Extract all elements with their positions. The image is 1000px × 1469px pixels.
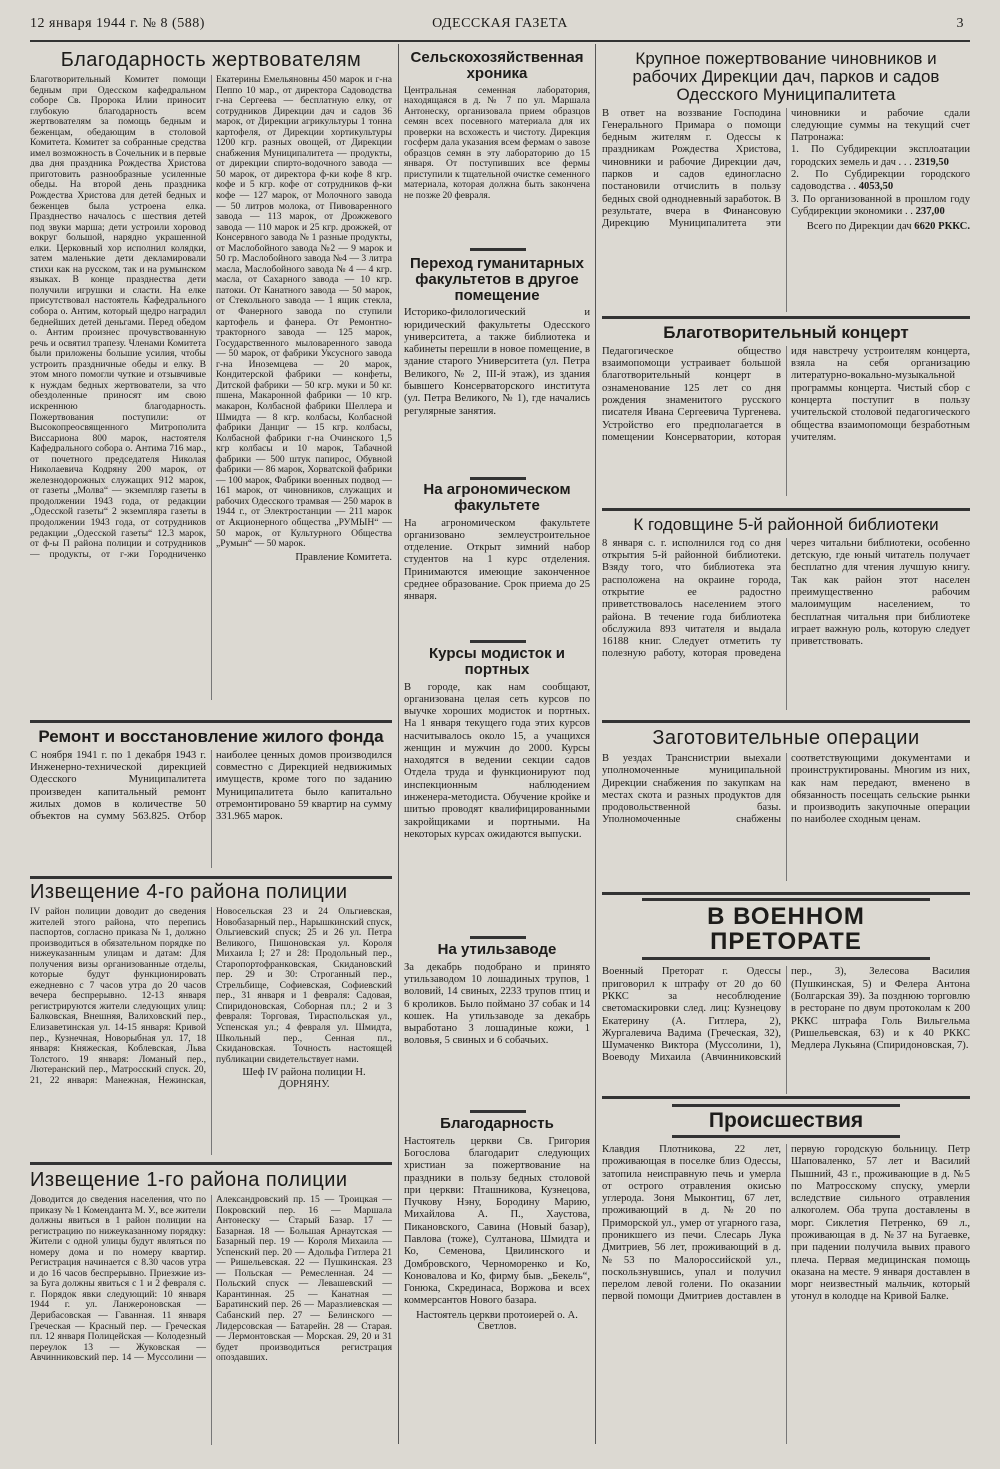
article-body: Клавдия Плотникова, 22 лет, проживающая в поселке близ Одессы, затопила неисправную печь и умерла от острого отравления окисью углерода. Зоня Мыконтиц, 67 лет, проживающий в д. №20 по Приморской ул., умер от угарного газа, проникшего из печи. Слесарь Лука Дмитриев, 56 лет, проживающий в д. №53 по Малороссийской ул., поскользнувшись, упал и получил перелом левой голени. По оказании первой помощи Дмитриев доставлен в первую городскую больницу. Петр Шаповаленко, 57 лет и Василий Пышний, 43 г., проживающие в д. №5 по Матросскому спуску, умерли вследствие сильного отравления алкоголем. Оба трупа доставлены в морг. Сиклетия Петренко, 69 л., проживающая в д. №37 на Бугаевке, при падении получила вывих правого плеча. Первая медицинская помощь оказана на месте. 9 января доставлен в морг неизвестный мальчик, который утонул в колодце на Кривой Балке. — [602, 1144, 970, 1303]
section-separator — [30, 1162, 392, 1165]
headline: Курсы модисток и портных — [429, 646, 565, 678]
section-separator — [602, 1096, 970, 1099]
donation-line: 1. По Субдирекции эксплоатации городских земель и дач . . . 2319,50 — [791, 144, 970, 168]
article-body — [602, 108, 970, 312]
article-body: С ноября 1941 г. по 1 декабря 1943 г. Инженерно-технической дирекцией Одесского Муниципалитета произведен капитальный ремонт жилых домов в количестве 50 объектов на сумму 563.825. Отбор наиболее ценных домов производился совместно с Дирекцией недвижимых имуществ, кроме того по заданию Муниципалитета было капитально отремонтировано 59 квартир на сумму 331.965 марок. — [30, 749, 392, 823]
section-separator — [602, 720, 970, 723]
headline: К годовщине 5-й районной библиотеки — [633, 516, 939, 534]
section-separator — [470, 477, 526, 480]
headline: Происшествия — [708, 1109, 864, 1132]
headline: Заготовительные операции — [652, 728, 920, 749]
headline-box — [672, 1104, 900, 1138]
donation-line: 3. По организованной в прошлом году Субдирекции экономики . . 237,00 — [791, 193, 970, 217]
article-library — [602, 516, 970, 716]
section-separator — [470, 640, 526, 643]
signature: Настоятель церкви протоиерей о. А. Светлов. — [416, 1309, 578, 1332]
article-humanities — [404, 256, 590, 476]
article-church-thanks — [404, 1116, 590, 1450]
section-separator — [470, 1110, 526, 1113]
section-separator — [470, 936, 526, 939]
article-body — [30, 75, 392, 700]
signature: Шеф IV района полиции Н. ДОРНЯНУ. — [242, 1067, 366, 1090]
article-body: 8 января с. г. исполнился год со дня открытия 5-й районной библиотеки. Взяду того, что библиотека эта расположена на окраине города, открытие ее радостно приветствовалось населением этого района. В течение года библиотека обслужила 893 читателя и выдала 16188 книг. Следует отметить ту полезную работу, которая проведена через читальни библиотеки, особенно детскую, где юный читатель получает бесплатно для чтения лучшую книгу. Так как район этот населен преимущественно рабочим малоимущим населением, то бесплатная читальня при библиотеке играет важную роль, которую следует приветствовать. — [602, 537, 970, 660]
body-text: Благотворительный Комитет помощи бедным при Одесском кафедральном соборе Св. Пророка Илии приносит глубокую благодарность всем жертвователям за помощь бедным и беженцам, обедающим в столовой Комитета. Комитет за собранные средства имел возможность в Сочельник и в первые два дня праздника Рождества Христова приготовить разнообразные усиленные обеды. На второй день праздника Рождества Христова для детей бедных и беженцев была устроена елка. Празднество началось с шествия детей под звуки марша; дети устроили хоровод вокруг большой, нарядно украшенной елки. Церковный хор исполнил колядки, затем маленькие дети декламировали стихи как на русском, так и на румынском языках. В конце празднества дети получили игрушки и сласти. На елке присутствовал настоятель Кафедрального собора о. Антим, который щедро наградил беднейших детей деньгами. Перед обедом о. Антим произнес прочувствованную речь и освятил трапезу. Членами Комитета были приложены большие усилия, чтобы устроить праздничные обеды и елку. В этом много помогли чуткие и отзывчивые к нуждам бедных жертвователи, за что обездоленные приносят им свою искреннюю благодарность. Пожертвования поступили: от Высокопреосвященного Митрополита Виссариона 800 марок, настоятеля Кафедрального собора о. Антима 716 мар., от почетного председателя Николая Николаевича Кодряну 200 марок, от железнодорожных служащих 912 марок, от газеты „Молва“ — экземпляр газеты в продолжении 1943 года, от редакции „Одесской газеты“ 2 экземпляра газеты в продолжении 1943 года, от сотрудников редакции „Одесской газеты“ 12.3 марок, от ф-ы П районa полиции и сотрудников — продукты, от г-жи Городниченко Екатерины Емельяновны 450 марок и г-на Пеппо 10 мар., от директора Садоводства г-на Сергеева — бесплатную елку, от сотрудников Дирекции дач и садов 36 марок, от Дирекции агрикультуры 1 тонна картофеля, от Дирекции хортикультуры 1200 кгр. разных овощей, от Дирекции снабжения Муниципалитета — продукты, от дирекции спирто-водочного завода — 50 марок, от директора ф-ки кофе 8 кгр. кофе и 5 кгр. кофе от сотрудников ф-ки кофе — 127 марок, от Молочного завода — 50 литров молока, от Пивоваренного завода — 113 марок, от Дрожжевого завода — 110 марок и 25 кгр. дрожжей, от Консервного завода № 1 разные продукты, от Маслобойного завода №2 — 9 марок и 50 гр. Маслобойного завода №4 — 3 литра масла, Маслобойного завода № 4 — 4 кгр. масла, от Сахарного завода — 10 кгр. патоки. От Канатного завода — 50 марок, от Стекольного завода — 1 ящик стекла, от Фанерного завода по ступили картофель и фанера. От Ремонтно-тракторного завода — 125 марок, Государственного мыловаренного завода — 50 марок, от фабрики Уксусного завода г-на Иноземцева — 20 марок, Кондитерской фабрики — конфеты, Дитской фабрики — 50 кгр. муки и 50 кг. пшена, Макаронной фабрики — 10 кгр. макарон, Колбасной фабрики Шеллера и Шмидта — 8 кгр. колбасы, Колбасной фабрики Данциг — 15 кгр. колбасы, Колбасной фабрики г-на Очинского 1,5 кгр колбасы и 10 марок, Табачной фабрики — 500 штук папирос, Обувной фабрики — 86 марок, Хорватской фабрики — 100 марок, Фабрики военных подвод — 161 марок, от чиновников, служащих и рабочих Одесского трамвая — 250 марок в 1944 г., от Электростанции — 211 марок от Акционерного общества „РУМЫН“ — 50 марок, от Культурного Общества „Румын“ — 50 марок. — [30, 74, 392, 560]
headline: Благодарность жертвователям — [60, 50, 362, 71]
headline: Ремонт и восстановление жилого фонда — [38, 728, 384, 746]
masthead-rule — [30, 40, 970, 42]
headline: На агрономическом факультете — [423, 482, 571, 514]
article-police-4 — [30, 882, 392, 1160]
headline: Сельскохозяйственная хроника — [410, 50, 584, 82]
section-separator — [30, 720, 392, 723]
article-body: Настоятель церкви Св. Григория Богослова благодарит следующих христиан за пожертвование на праздники в пользу бедных столовой при церкви: Пташникова, Кузнецова, Пучкову Нэну, Бородину Марию, Михайлова А. П., Хаустова, Пикановского, Савина (Новый базар), Павлова (тоже), Султанова, Шмидта и Ко, Семенова, Цвилинского и Домбровского, Черноморенко и Ко, Коновалова и Ко, фирму быв. „Бекель“, Гонюка, Скрединаса, Воржова и всех коммерсантов Нового базара. — [404, 1135, 590, 1307]
article-body: Центральная семенная лаборатория, находящаяся в д. № 7 по ул. Маршала Антонеску, организовала прием образцов семян всех посевного материала для их проверки на всхожесть и чистоту. Дирекция госферм дала указания всем фермам о завозе образцов семян в эту лабораторию до 15 января. От поступивших все фермы приступили к тщательной очистке семенного материала, которая должна быть закончена не позже 20 февраля. — [404, 84, 590, 201]
article-police-1 — [30, 1170, 392, 1450]
body-text: IV район полиции доводит до сведения жителей этого района, что перепись паспортов, согласно приказа № 1, должно производиться в обязательном порядке по нижеуказанным улицам и датам: Для получения визы организованные отделы, которые будут функционировать ежедневно с 7 часов утра до 20 часов вечера беспрерывно. 12-13 января регистрируются жители следующих улиц: Балковская, Внешняя, Валиховский пер., Елизаветинская ул. 14-15 января: Кривой пер., Кузнечная, Новорыбная ул. 17, 18 января: Княжеская, Коблевская, Льва Толстого. 19 января: Ломаный пер., Лютеранский пер., Матросский спуск. 20, 21, 22 января: Манежная, Нежинская, Новосельская 23 и 24 Ольгиевская, Новобазарный пер., Нарышкинский спуск, Ольгиевский спуск; 25 и 26 ул. Петра Великого, Пишоновская ул. Короля Михаила I; 27 и 28: Продольный пер., Старопортофранковская, Скидановский пер. 29 и 30: Строганный пер., Стрельбище, Софиевская, Софиевский пер., 31 января и 1 февраля: Садовая, Спиридоновская, Соборная пл.; 2 и 3 февраля: Торговая, Тираспольская ул., Успенская ул.; 4 февраля ул. Шмидта, Школьный пер., Сенная пл., Скидановская. Точность настоящей публикации свидетельствует нами. — [30, 906, 392, 1086]
headline: Извещение 1-го района полиции — [30, 1170, 348, 1191]
section-separator — [30, 876, 392, 879]
donation-line: 2. По Субдирекции городского садоводства . . 4053,50 — [791, 168, 970, 193]
article-body: В уездах Транснистрии выехали уполномоченные муниципальной Дирекции снабжения по закупкам на местах скота и разных продуктов для продовольственной базы. Уполномоченные снабжены соответствующими документами и проинструктированы. Многим из них, как нам передают, вменено в обязанность посещать сельские рынки и производить закупочные операции по наиболее сходным ценам. — [602, 753, 970, 826]
section-separator — [602, 892, 970, 895]
article-procurement — [602, 728, 970, 888]
headline: Благотворительный концерт — [663, 324, 909, 342]
article-body — [30, 907, 392, 1155]
article-body: Военный Преторат г. Одессы приговорил к штрафу от 20 до 60 РККС за несоблюдение светомаскировки след. лиц: Кузнецову Екатерину (А. Гитлера, 2), Жургалевича Вадима (Греческая, 32), Шумаченко Виктора (Муссолини, 1), Воеводу Михаила (Авчинниковский пер., 3), Зелесова Василия (Пушкинская, 5) и Фелера Антона (Болгарская 39). За позднюю торговлю в ресторане по двум протоколам к 200 РККС штрафа Голь Вильгельма (Ришельевская, 63) и к 40 РККС Медлера Лукьяна (Спиридоновская, 7). — [602, 966, 970, 1064]
article-charity-concert — [602, 324, 970, 504]
article-body: Доводится до сведения населения, что по приказу № 1 Коменданта М. У., все жители должны явиться в 1 район полиции на регистрацию по нижеуказанному порядку: Жители с одной улицы будут являться по номеру дома и по номеру квартир. Регистрация начинается с 8.30 часов утра и до 16 часов беспрерывно. Приезжие из-за Буга должны явиться с 1 и 2 февраля с. г. Порядок явки следующий: 10 января 1944 г. ул. Ланжероновская — Дерибасовская — Гаванная. 11 января Греческая — Красный пер. — Греческая пл. 12 января Полицейская — Колодезный переулок 13 — Жуковская — Авчинниковский пер. 14 — Муссолини — Александровский пр. 15 — Троицкая — Покровский пер. 16 — Маршала Антонеску — Старый Базар. 17 — Базарная. 18 — Большая Арнаутская — Базарный пер. 19 — Короля Михаила — Успенский пер. 20 — Адольфа Гитлера 21 — Ришельевская. 22 — Пушкинская. 23 — Польская — Ремесленная. 24 — Польский спуск — Левашевский — Карантинная. 25 — Канатная — Баратинский пер. 26 — Маразлиевская — Сабанский пер. 27 — Белинского — Лидерсовская — Батарейн. 28 — Старая. — Лермонтовская — Морская. 29, 20 и 31 будет производиться регистрация опоздавших. — [30, 1194, 392, 1364]
headline: На утильзаводе — [437, 942, 557, 958]
headline: Благодарность — [440, 1116, 554, 1132]
article-agronomy — [404, 482, 590, 638]
article-body: Педагогическое общество взаимопомощи устраивает большой благотворительный концерт в ознаменование 125 лет со дня рождения знаменитого русского писателя Ивана Сергеевича Тургенева. Устройство его предполагается в помещении Консерватории, которая идя навстречу устроителям концерта, взяла на себя организацию литературно-вокально-музыкальной программы концерта. Чистый сбор с концерта поступит в пользу учительской столовой педагогического общества взаимопомощи безработным учителям. — [602, 345, 970, 443]
headline-box — [642, 898, 930, 960]
section-separator — [470, 248, 526, 251]
section-separator — [602, 316, 970, 319]
page-number: 3 — [956, 16, 964, 31]
masthead — [30, 16, 970, 36]
article-housing-repair — [30, 728, 392, 876]
article-fashion-courses — [404, 646, 590, 936]
article-body: В городе, как нам сообщают, организована целая сеть курсов по выучке хороших модисток и портных. На 1 января текущего года этих курсов насчитывалось около 15, а учащихся женщин и мужчин до 2000. Курсы находятся в ведении секции садов Отдела труда и функционируют под инспекционным наблюдением инженера-методиста. Обучение кройке и шитью проводят квалифицированными закройщиками и портными. На некоторых курсах ожидаются выпуски. — [404, 681, 590, 840]
article-agri-chronicle — [404, 50, 590, 246]
issue-date: 12 января 1944 г. № 8 (588) — [30, 16, 205, 31]
newspaper-name: ОДЕССКАЯ ГАЗЕТА — [432, 16, 568, 31]
article-donors-thanks — [30, 50, 392, 718]
column-divider — [595, 44, 596, 1444]
article-body: На агрономическом факультете организовано землеустроительное отделение. Открыт зимний набор студентов на 1 курс отделения. Принимаются имеющие законченное среднее образование. Срок приема до 25 января. — [404, 517, 590, 603]
body-text: В ответ на воззвание Господина Генерального Примара о помощи бедным жителям г. Одессы к праздникам Рождества Христова, чиновники и рабочие Дирекции дач, парков и садов единогласно постановили отчислить в пользу бедных свой однодневный заработок. В результате, вчера в Финансовую Дирекцию Муниципалитета эти чиновники и рабочие сдали следующие суммы на текущий счет Патронажа: — [602, 107, 970, 230]
headline: Крупное пожертвование чиновников и рабочих Дирекции дач, парков и садов Одесского Муниципалитета — [632, 50, 940, 104]
signature: Правление Комитета. — [295, 551, 392, 563]
headline: Извещение 4-го района полиции — [30, 882, 348, 903]
article-military-court — [602, 898, 970, 1094]
headline: Переход гуманитарных факультетов в другое помещение — [409, 256, 585, 304]
article-body: За декабрь подобрано и принято утильзаводом 10 лошадиных трупов, 1 воловий, 14 свиных, 2233 трупов птиц и 6 кроликов. Было поймано 37 собак и 14 кошек. На утильзаводе за декабрь выработано 3 лошадиные кожи, 1 воловья, 5 свиных и 6 собачьих. — [404, 961, 590, 1047]
headline: В ВОЕННОМ ПРЕТОРАТЕ — [707, 903, 865, 956]
article-incidents — [602, 1104, 970, 1450]
donation-total: Всего по Дирекции дач 6620 РККС. — [806, 221, 970, 233]
section-separator — [602, 508, 970, 511]
article-donation-appeal — [602, 50, 970, 312]
column-divider — [398, 44, 399, 1444]
article-body: Историко-филологический и юридический факультеты Одесского университета, а также библиотека и кабинеты перешли в новое помещение, в здание старого Университета (ул. Петра Великого, № 2, III-й этаж), из здания бывшего Консерваторского института (ул. Петра Великого, № 1), где начались регулярные занятия. — [404, 307, 590, 417]
article-utility-plant — [404, 942, 590, 1110]
